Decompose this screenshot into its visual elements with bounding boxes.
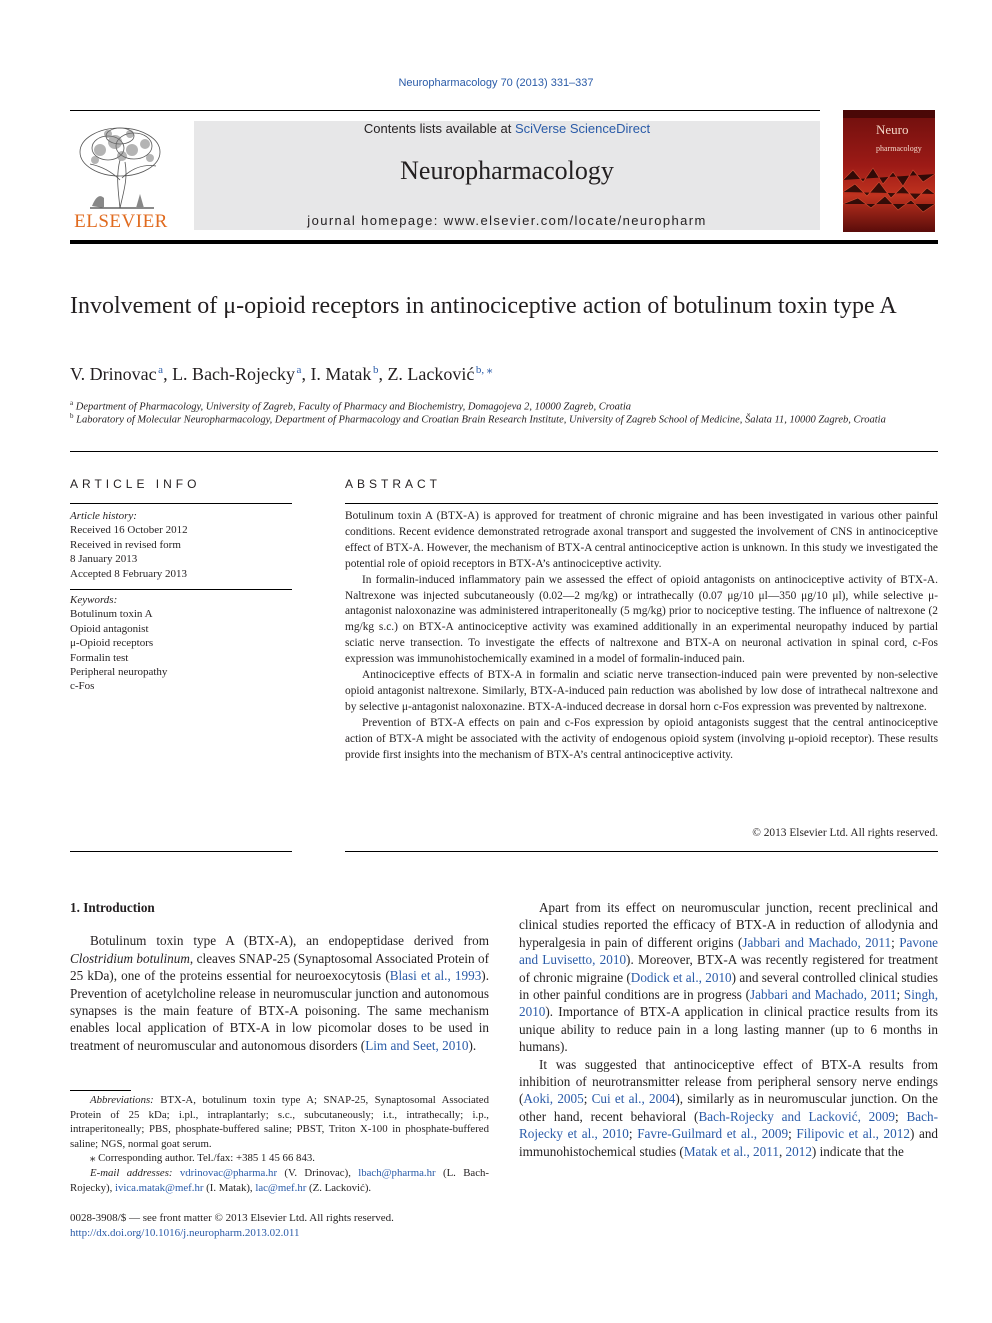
reference-link[interactable]: 2012 bbox=[785, 1143, 812, 1159]
author-affiliation-marker[interactable]: a bbox=[296, 364, 302, 376]
text-run: ; bbox=[895, 1108, 907, 1124]
keywords-label: Keywords: bbox=[70, 594, 118, 607]
text-run: ; bbox=[891, 934, 900, 950]
abbreviations-footnote bbox=[70, 1093, 489, 1151]
text-run: It was suggested that antinociceptive effect of BTX-A results from inhibition of neurotransmitter release from peripheral sensory nerve endings ( bbox=[519, 1056, 938, 1107]
abstract-body bbox=[345, 509, 938, 764]
section-rule bbox=[70, 451, 938, 452]
text-run: ), similarly as in neuromuscular junction. On the other hand, recent behavioral ( bbox=[519, 1091, 938, 1124]
reference-link[interactable]: Bach-Rojecky and Lacković, 2009 bbox=[698, 1108, 896, 1124]
reference-link[interactable]: Cui et al., 2004 bbox=[591, 1091, 676, 1107]
reference-link[interactable]: Aoki, 2005 bbox=[523, 1091, 584, 1107]
author-affiliation-marker[interactable]: a bbox=[158, 364, 164, 376]
sciencedirect-link[interactable]: SciVerse ScienceDirect bbox=[514, 121, 651, 136]
body-paragraph bbox=[519, 1056, 938, 1160]
footnote-text: (L. Bach-Rojecky), bbox=[70, 1166, 489, 1194]
text-run: ) indicate that the bbox=[811, 1143, 904, 1159]
email-link[interactable]: lac@mef.hr bbox=[255, 1181, 307, 1194]
author-affiliation-marker[interactable]: b bbox=[372, 364, 379, 376]
footnote-rule bbox=[70, 1090, 131, 1091]
reference-link[interactable]: Favre-Guilmard et al., 2009 bbox=[637, 1126, 789, 1142]
abstract-paragraph: Botulinum toxin A (BTX-A) is approved for treatment of chronic migraine and has been investigated in various other painful conditions. Recent evidence demonstrated retrograde axonal transport and suggested the involvement of CNS in antinociceptive effect of BTX-A. However, the mechanism of BTX-A central antinociceptive action is unknown. In this study we investigated the potential role of opioid receptors in BTX-A’s antinociceptive activity. bbox=[345, 510, 938, 570]
reference-link[interactable]: Bach-Rojecky et al., 2010 bbox=[519, 1108, 938, 1142]
journal-title: Neuropharmacology bbox=[400, 156, 614, 185]
footnote-text: (I. Matak), bbox=[203, 1181, 256, 1194]
email-link[interactable]: lbach@pharma.hr bbox=[358, 1166, 436, 1179]
affiliation-text: Department of Pharmacology, University of Zagreb, Faculty of Pharmacy and Biochemistry, Domagojeva 2, 10000 Zagreb, Croatia bbox=[75, 401, 631, 413]
text-run: Clostridium botulinum bbox=[70, 950, 190, 966]
reference-link[interactable]: Jabbari and Machado, 2011 bbox=[750, 987, 897, 1003]
affiliation-key: b bbox=[70, 412, 74, 420]
text-run: ; bbox=[896, 987, 904, 1003]
reference-link[interactable]: Dodick et al., 2010 bbox=[630, 969, 732, 985]
author-affiliation-marker[interactable]: b, ⁎ bbox=[475, 364, 493, 376]
text-run: , cleaves SNAP-25 (Synaptosomal Associated Protein of 25 kDa), one of the proteins essential for neuroexocytosis ( bbox=[70, 950, 489, 984]
author-name: Z. Lacković bbox=[387, 364, 475, 384]
affiliation-b bbox=[70, 409, 930, 428]
footnote-text: (Z. Lacković). bbox=[306, 1181, 372, 1194]
doi-link[interactable]: http://dx.doi.org/10.1016/j.neuropharm.2013.02.011 bbox=[70, 1226, 300, 1239]
body-paragraph bbox=[519, 899, 938, 1056]
author-name: I. Matak bbox=[310, 364, 372, 384]
reference-link[interactable]: Lim and Seet, 2010 bbox=[365, 1037, 469, 1053]
text-run: Apart from its effect on neuromuscular junction, recent preclinical and clinical studies reported the efficacy of BTX-A in reduction of allodynia and hyperalgesia in pain of different origins ( bbox=[519, 900, 938, 950]
abstract-paragraph: Prevention of BTX-A effects on pain and c-Fos expression by opioid antagonists suggest that the central antinociceptive action of BTX-A might be associated with the activity of endogenous opioid system (involving μ-opioid receptor). These results provide first insights into the mechanism of BTX-A’s central antinociceptive activity. bbox=[345, 716, 938, 761]
text-run: ). Moreover, BTX-A was recently registered for treatment of chronic migraine ( bbox=[519, 952, 938, 985]
keyword: Peripheral neuropathy bbox=[70, 666, 168, 679]
issn-line: 0028-3908/$ — see front matter © 2013 Elsevier Ltd. All rights reserved. bbox=[70, 1212, 394, 1224]
keywords-rule bbox=[70, 589, 292, 590]
abstract-bottom-rule bbox=[345, 851, 938, 852]
abstract-rule bbox=[345, 503, 938, 504]
section-heading-introduction: 1. Introduction bbox=[70, 900, 155, 915]
reference-link[interactable]: Pavone and Luvisetto, 2010 bbox=[519, 934, 939, 968]
text-run: ; bbox=[628, 1126, 638, 1142]
reference-link[interactable]: Singh, 2010 bbox=[519, 987, 938, 1020]
author-list: V. Drinovac $^a$, L. Bach-Rojecky $^a$, I. Matak $^b$, Z. Lacković $^{b, ⁎}$ bbox=[70, 364, 493, 384]
text-run: ). Importance of BTX-A application in clinical practice results from its unique ability to reduce pain in a long lasting manner (up to 6 months in humans). bbox=[519, 1004, 938, 1055]
text-run: ; bbox=[788, 1126, 797, 1142]
email-link[interactable]: vdrinovac@pharma.hr bbox=[179, 1166, 278, 1179]
keyword: μ-Opioid receptors bbox=[70, 637, 154, 650]
text-run: ). bbox=[468, 1037, 477, 1053]
history-item: Received 16 October 2012 bbox=[70, 524, 188, 537]
text-run: Botulinum toxin type A (BTX-A), an endopeptidase derived from bbox=[90, 933, 489, 949]
keyword: Formalin test bbox=[70, 651, 129, 664]
footnote-text: BTX-A, botulinum toxin type A; SNAP-25, Synaptosomal Associated Protein of 25 kDa; i.pl., intraplantarly; s.c., subcutaneously; i.t., intrathecally; i.p., intraperitoneally; PBS, phosphate-buffered saline; PBST, Triton X-100 in phosphate-buffered saline; NGS, normal goat serum. bbox=[70, 1094, 489, 1150]
author-name: V. Drinovac bbox=[70, 364, 157, 384]
keyword: Botulinum toxin A bbox=[70, 608, 153, 621]
article-info-heading: ARTICLE INFO bbox=[70, 477, 201, 491]
history-item: 8 January 2013 bbox=[70, 553, 138, 566]
footnote-text: (V. Drinovac), bbox=[277, 1166, 359, 1179]
corresponding-author-footnote: ⁎ Corresponding author. Tel./fax: +385 1 45 66 843. bbox=[90, 1152, 315, 1165]
abstract-copyright: © 2013 Elsevier Ltd. All rights reserved. bbox=[752, 827, 938, 839]
front-matter-info bbox=[70, 1211, 570, 1240]
footnotes bbox=[70, 1093, 489, 1195]
reference-link[interactable]: Matak et al., 2011 bbox=[683, 1143, 779, 1159]
text-run: ) and immunohistochemical studies ( bbox=[519, 1126, 939, 1159]
footnote-label: E-mail addresses: bbox=[90, 1166, 173, 1179]
text-run: ) and several controlled clinical studies in other painful conditions are in progress ( bbox=[519, 969, 938, 1003]
abstract-paragraph: In formalin-induced inflammatory pain we assessed the effect of opioid antagonists on antinociceptive activity of BTX-A. Naltrexone was injected subcutaneously (0.02—2 mg/kg) or intrathecally (0.07 μg/10 μl—350 μg/10 μl), while selective μ-antagonist naloxonazine was administered intraperitoneally (5 mg/kg) prior to nociceptive testing. The influence of naltrexone (2 mg/kg s.c.) on BTX-A antinociceptive activity was examined additionally in an experimental neuropathy induced by partial sciatic nerve transection. To investigate the effects of naltrexone and BTX-A on neuronal activation in spinal cord, c-Fos expression was immunohistochemically examined in a model of formalin-induced pain. bbox=[345, 573, 938, 666]
article-info-bottom-rule bbox=[70, 851, 292, 852]
history-label: Article history: bbox=[70, 510, 137, 522]
text-run: ). Prevention of acetylcholine release in neuromuscular junction and autonomous synapses is the main feature of BTX-A poisoning. The same mechanism enables local application of BTX-A in low picomolar doses to be used in treatment of neuromuscular and autonomous disorders ( bbox=[70, 968, 489, 1053]
footnote-label: Abbreviations: bbox=[90, 1094, 154, 1106]
cover-title-2: pharmacology bbox=[876, 144, 922, 153]
article-title: Involvement of μ-opioid receptors in antinociceptive action of botulinum toxin type A bbox=[70, 293, 897, 319]
history-item: Received in revised form bbox=[70, 538, 181, 551]
reference-link[interactable]: Blasi et al., 1993 bbox=[389, 968, 482, 984]
abstract-heading: ABSTRACT bbox=[345, 477, 442, 491]
reference-link[interactable]: Filipovic et al., 2012 bbox=[796, 1126, 910, 1142]
keyword: Opioid antagonist bbox=[70, 622, 149, 635]
article-info bbox=[70, 509, 292, 694]
text-run: ; bbox=[583, 1091, 592, 1107]
contents-line bbox=[194, 121, 820, 136]
history-item: Accepted 8 February 2013 bbox=[70, 567, 187, 580]
elsevier-wordmark: ELSEVIER bbox=[74, 211, 168, 232]
header-rule bbox=[70, 110, 820, 111]
affiliation-key: a bbox=[70, 399, 74, 407]
journal-homepage[interactable]: journal homepage: www.elsevier.com/locate/neuropharm bbox=[307, 213, 707, 228]
email-footnote bbox=[70, 1166, 489, 1195]
email-link[interactable]: ivica.matak@mef.hr bbox=[114, 1181, 204, 1194]
journal-citation[interactable]: Neuropharmacology 70 (2013) 331–337 bbox=[398, 77, 594, 89]
reference-link[interactable]: Jabbari and Machado, 2011 bbox=[742, 934, 892, 950]
intro-right-column bbox=[519, 899, 938, 1160]
intro-left-column bbox=[70, 899, 489, 1054]
header-thick-rule bbox=[70, 240, 938, 244]
article-info-rule bbox=[70, 503, 292, 504]
affiliation-text: Laboratory of Molecular Neuropharmacology, Department of Pharmacology and Croatian Brain Research Institute, University of Zagreb School of Medicine, Šalata 11, 10000 Zagreb, Croatia bbox=[76, 414, 886, 426]
keyword: c-Fos bbox=[70, 680, 95, 693]
cover-title-1: Neuro bbox=[876, 122, 909, 137]
author-name: L. Bach-Rojecky bbox=[172, 364, 296, 384]
abstract-paragraph: Antinociceptive effects of BTX-A in formalin and sciatic nerve transection-induced pain were prevented by non-selective opioid antagonist naltrexone. Similarly, BTX-A-induced pain reduction was abolished by low dose of intrathecal naltrexone and by selective μ-antagonist naloxonazine. BTX-A-induced decrease in dorsal horn c-Fos expression was prevented by naltrexone. bbox=[345, 669, 938, 713]
text-run: , bbox=[778, 1143, 786, 1159]
body-paragraph bbox=[70, 932, 489, 1054]
contents-prefix: Contents lists available at bbox=[363, 121, 515, 136]
